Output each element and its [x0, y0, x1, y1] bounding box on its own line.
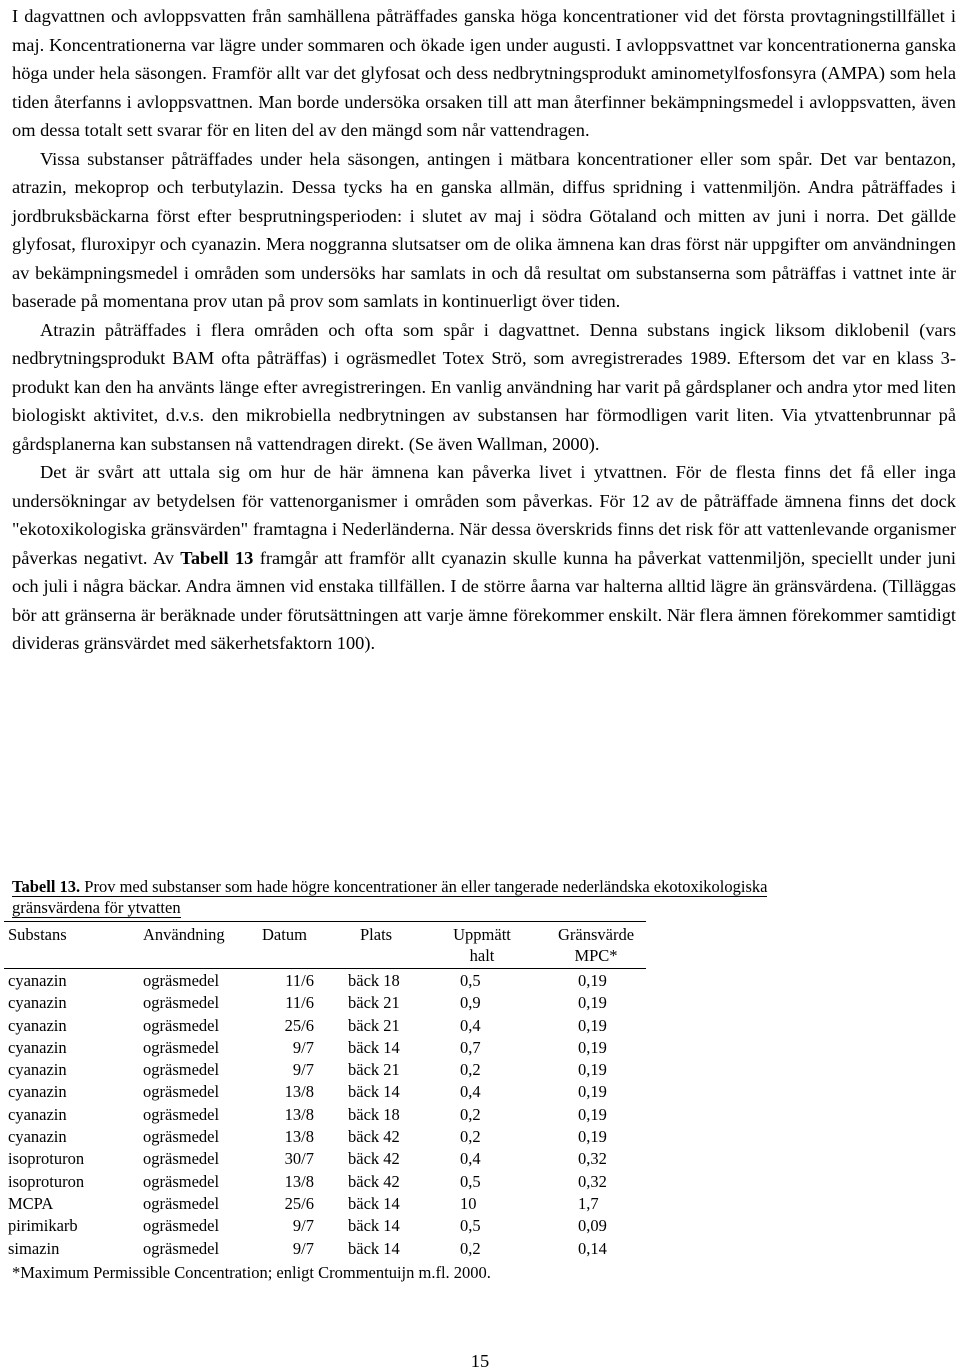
- cell-uppmatt-halt: 0,9: [460, 993, 481, 1013]
- cell-plats: bäck 14: [348, 1238, 400, 1258]
- cell-substans: isoproturon: [8, 1171, 85, 1191]
- cell-uppmatt-halt: 0,2: [460, 1127, 481, 1147]
- cell-datum: 11/6: [285, 993, 314, 1013]
- cell-uppmatt-halt: 0,5: [460, 1171, 481, 1191]
- cell-anvandning: ogräsmedel: [143, 1060, 220, 1080]
- cell-substans: cyanazin: [8, 1104, 67, 1124]
- cell-gransvarde: 0,19: [578, 971, 607, 990]
- cell-datum: 13/8: [284, 1082, 314, 1102]
- cell-plats: bäck 42: [348, 1171, 400, 1191]
- table-caption: [12, 876, 802, 918]
- cell-uppmatt-halt: 0,4: [460, 1082, 481, 1102]
- cell-uppmatt-halt: 0,5: [460, 1216, 481, 1236]
- table-row: [4, 1126, 646, 1148]
- cell-uppmatt-halt: 0,2: [460, 1060, 481, 1080]
- paragraph-2: Vissa substanser påträffades under hela säsongen, antingen i mätbara koncentrationer eller som spår. Det var bentazon, atrazin, mekoprop och terbutylazin. Dessa tycks ha en ganska allmän, diffus spridning i vattenmiljön. Andra påträffades i jordbruksbäckarna först efter besprutningsperioden: i slutet av maj i södra Götaland och mitten av juni i norra. Det gällde glyfosat, fluroxipyr och cyanazin. Mera noggranna slutsatser om de olika ämnena kan dras först när uppgifter om användningen av bekämpningsmedel i områden som undersöks har samlats in och då resultat om substanserna som påträffas i vattnet inte är baserade på momentana prov utan på prov som samlats in kontinuerligt över tiden.: [12, 148, 956, 311]
- cell-gransvarde: 0,32: [578, 1171, 607, 1191]
- table-row: [4, 1215, 646, 1237]
- cell-substans: cyanazin: [8, 1082, 67, 1102]
- header-uppmatt-line1: Uppmätt: [453, 925, 511, 944]
- cell-gransvarde: 0,14: [578, 1238, 607, 1258]
- cell-uppmatt-halt: 0,2: [460, 1238, 481, 1258]
- cell-uppmatt-halt: 0,5: [460, 971, 481, 990]
- cell-datum: 13/8: [284, 1127, 314, 1147]
- paragraph-4: [12, 458, 956, 658]
- table-row: [4, 1059, 646, 1081]
- cell-datum: 11/6: [285, 971, 314, 990]
- cell-gransvarde: 0,19: [578, 1104, 607, 1124]
- cell-substans: simazin: [8, 1238, 60, 1258]
- cell-gransvarde: 1,7: [578, 1193, 599, 1213]
- cell-substans: cyanazin: [8, 1060, 67, 1080]
- cell-substans: cyanazin: [8, 1037, 67, 1057]
- header-datum: Datum: [262, 925, 307, 944]
- cell-plats: bäck 14: [348, 1037, 400, 1057]
- page-number: 15: [470, 1351, 490, 1371]
- cell-anvandning: ogräsmedel: [143, 1171, 220, 1191]
- cell-gransvarde: 0,19: [578, 1015, 607, 1035]
- cell-substans: cyanazin: [8, 1015, 67, 1035]
- cell-plats: bäck 14: [348, 1082, 400, 1102]
- table-row: [4, 992, 646, 1014]
- cell-gransvarde: 0,32: [578, 1149, 607, 1169]
- header-plats: Plats: [360, 925, 393, 944]
- cell-uppmatt-halt: 0,4: [460, 1015, 481, 1035]
- body-text: [12, 2, 956, 658]
- cell-datum: 9/7: [292, 1060, 314, 1080]
- table-caption-text: Prov med substanser som hade högre koncentrationer än eller tangerade nederländska ekotoxikologiska gränsvärdena för ytvatten: [12, 877, 768, 917]
- table-row: [4, 1081, 646, 1103]
- cell-gransvarde: 0,19: [578, 1082, 607, 1102]
- cell-datum: 9/7: [292, 1216, 314, 1236]
- header-substans: Substans: [8, 925, 67, 944]
- cell-plats: bäck 18: [348, 1104, 400, 1124]
- header-gransvarde-line2: MPC*: [574, 946, 618, 965]
- cell-gransvarde: 0,19: [578, 993, 607, 1013]
- cell-datum: 25/6: [284, 1015, 314, 1035]
- table-header: [4, 922, 646, 970]
- cell-datum: 9/7: [292, 1238, 314, 1258]
- cell-anvandning: ogräsmedel: [143, 1082, 220, 1102]
- paragraph-4-after: framgår att framför allt cyanazin skulle kunna ha påverkat vattenmiljön, speciellt under juni och juli i några bäckar. Andra ämnen vid enstaka tillfällen. I de större åarna var halterna alltid lägre än gränsvärdena. (Tilläggas bör att gränserna är beräknade under förutsättningen att varje ämne förekommer enskilt. När flera ämnen förekommer samtidigt divideras gränsvärdet med säkerhetsfaktorn 100).: [12, 547, 957, 653]
- cell-anvandning: ogräsmedel: [143, 1216, 220, 1236]
- cell-uppmatt-halt: 0,4: [460, 1149, 481, 1169]
- paragraph-4-before: Det är svårt att uttala sig om hur de här ämnena kan påverka livet i ytvattnen. För de flesta finns det få eller inga undersökningar av betydelsen för vattenorganismer i områden som påverkas. För 12 av de påträffade ämnena finns det dock "ekotoxikologiska gränsvärden" framtagna i Nederländerna. När dessa överskrids finns det risk för att vattenlevande organismer påverkas negativt. Av: [12, 462, 956, 568]
- cell-datum: 13/8: [284, 1104, 314, 1124]
- cell-plats: bäck 42: [348, 1149, 400, 1169]
- table-row: [4, 1148, 646, 1170]
- cell-datum: 25/6: [284, 1193, 314, 1213]
- cell-substans: cyanazin: [8, 1127, 67, 1147]
- cell-substans: isoproturon: [8, 1149, 85, 1169]
- cell-datum: 9/7: [292, 1037, 314, 1057]
- header-gransvarde: [548, 924, 644, 966]
- cell-substans: cyanazin: [8, 993, 67, 1013]
- cell-uppmatt-halt: 0,2: [460, 1104, 481, 1124]
- cell-gransvarde: 0,09: [578, 1216, 607, 1236]
- cell-anvandning: ogräsmedel: [143, 993, 220, 1013]
- cell-anvandning: ogräsmedel: [143, 1104, 220, 1124]
- cell-anvandning: ogräsmedel: [143, 1238, 220, 1258]
- table-row: [4, 1193, 646, 1215]
- cell-anvandning: ogräsmedel: [143, 1149, 220, 1169]
- header-anvandning: Användning: [143, 925, 225, 944]
- table-reference: Tabell 13: [180, 547, 254, 568]
- cell-substans: pirimikarb: [8, 1216, 78, 1236]
- cell-plats: bäck 21: [348, 1015, 400, 1035]
- cell-substans: cyanazin: [8, 971, 67, 990]
- cell-gransvarde: 0,19: [578, 1127, 607, 1147]
- cell-plats: bäck 14: [348, 1216, 400, 1236]
- table-body: [4, 970, 646, 1260]
- cell-plats: bäck 18: [348, 971, 400, 990]
- paragraph-1: I dagvattnen och avloppsvatten från samhällena påträffades ganska höga koncentrationer vid det första provtagningstillfället i maj. Koncentrationerna var lägre under sommaren och ökade igen under augusti. I avloppsvattnet var koncentrationerna ganska höga under hela säsongen. Framför allt var det glyfosat och dess nedbrytningsprodukt aminometylfosfonsyra (AMPA) som hela tiden återfanns i avloppsvattnen. Man borde undersöka orsaken till att man återfinner bekämpningsmedel i avloppsvatten, även om dessa totalt sett svarar för en liten del av den mängd som når vattendragen.: [12, 6, 956, 140]
- data-table: [4, 922, 646, 1260]
- table-row: [4, 1037, 646, 1059]
- cell-anvandning: ogräsmedel: [143, 1193, 220, 1213]
- cell-anvandning: ogräsmedel: [143, 1037, 220, 1057]
- cell-plats: bäck 21: [348, 993, 400, 1013]
- paragraph-3: Atrazin påträffades i flera områden och ofta som spår i dagvattnet. Denna substans ingick liksom diklobenil (vars nedbrytningsprodukt BAM ofta påträffas) i ogräsmedlet Totex Strö, som avregistrerades 1989. Eftersom det var en klass 3-produkt kan den ha använts länge efter avregistreringen. En vanlig användning har varit på gårdsplaner och andra ytor med liten biologiskt aktivitet, d.v.s. den mikrobiella nedbrytningen av substansen har förmodligen varit liten. Via ytvattenbrunnar på gårdsplanerna kan substansen nå vattendragen direkt. (Se även Wallman, 2000).: [12, 319, 956, 454]
- header-uppmatt: [442, 924, 522, 966]
- cell-gransvarde: 0,19: [578, 1037, 607, 1057]
- table-row: [4, 1104, 646, 1126]
- header-gransvarde-line1: Gränsvärde: [557, 925, 635, 944]
- table-row: [4, 1015, 646, 1037]
- table-caption-label: Tabell 13.: [12, 877, 81, 896]
- cell-gransvarde: 0,19: [578, 1060, 607, 1080]
- table-row: [4, 1171, 646, 1193]
- cell-datum: 13/8: [284, 1171, 314, 1191]
- cell-datum: 30/7: [284, 1149, 314, 1169]
- cell-anvandning: ogräsmedel: [143, 1127, 220, 1147]
- cell-anvandning: ogräsmedel: [143, 971, 220, 990]
- table-row: [4, 970, 646, 992]
- table-footnote: *Maximum Permissible Concentration; enligt Crommentuijn m.fl. 2000.: [12, 1263, 491, 1282]
- cell-substans: MCPA: [8, 1193, 54, 1213]
- cell-plats: bäck 42: [348, 1127, 400, 1147]
- header-uppmatt-line2: halt: [469, 946, 495, 965]
- cell-uppmatt-halt: 0,7: [460, 1037, 481, 1057]
- cell-anvandning: ogräsmedel: [143, 1015, 220, 1035]
- table-row: [4, 1238, 646, 1260]
- cell-plats: bäck 14: [348, 1193, 400, 1213]
- cell-uppmatt-halt: 10: [460, 1193, 477, 1213]
- cell-plats: bäck 21: [348, 1060, 400, 1080]
